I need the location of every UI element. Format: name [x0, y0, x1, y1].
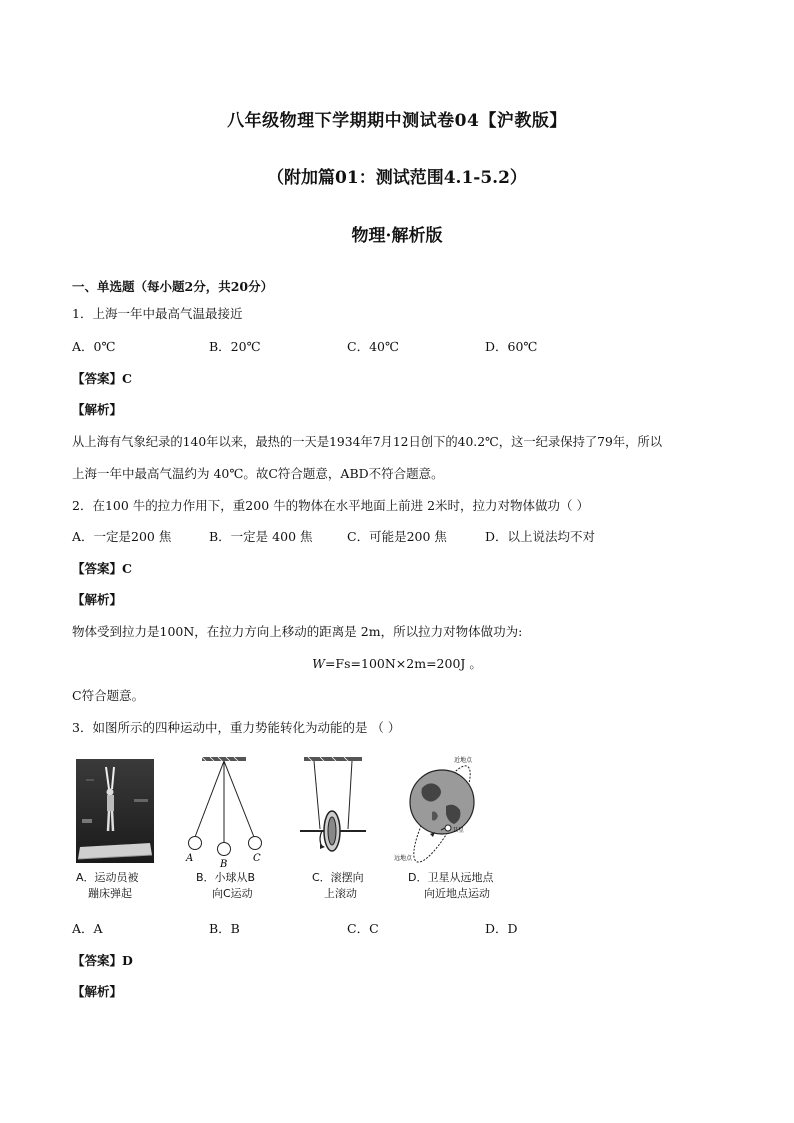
- question-1-analysis-label: 【解析】: [72, 402, 123, 417]
- question-1-analysis-line: 上海一年中最高气温约为 40℃。故C符合题意，ABD不符合题意。: [72, 466, 444, 481]
- formula-expression: =Fs=100N×2m=200J 。: [324, 656, 482, 671]
- formula-variable: W: [312, 656, 325, 671]
- page-version: 物理·解析版: [351, 226, 443, 246]
- question-2-analysis-line: 物体受到拉力是100N，在拉力方向上移动的距离是 2m，所以拉力对物体做功为:: [72, 624, 523, 639]
- figure-a-caption: [76, 870, 139, 902]
- question-3-stem: 3．如图所示的四种运动中，重力势能转化为动能的是 （ ）: [72, 720, 401, 735]
- trampoline-figure: [76, 759, 154, 863]
- satellite-label: 卫星: [452, 827, 465, 834]
- page-subtitle: （附加篇01：测试范围4.1-5.2）: [267, 168, 527, 188]
- question-3-option-b: B．B: [209, 921, 240, 936]
- question-1-option-b: B．20℃: [209, 339, 261, 354]
- question-1-option-c: C．40℃: [347, 339, 399, 354]
- question-2-option-b: B．一定是 400 焦: [209, 529, 313, 544]
- figure-d-caption: [408, 870, 493, 902]
- question-3-analysis-label: 【解析】: [72, 984, 123, 999]
- point-b-label: B: [220, 859, 228, 867]
- question-2-option-d: D．以上说法均不对: [485, 529, 596, 544]
- figure-c-caption: [312, 870, 364, 902]
- caption-line: A．运动员被: [76, 871, 139, 884]
- pendulum-figure: [180, 755, 270, 867]
- question-2-option-a: A．一定是200 焦: [72, 529, 172, 544]
- maxwell-wheel-figure: [298, 755, 368, 863]
- caption-line: 蹦床弹起: [88, 887, 132, 900]
- page-title: 八年级物理下学期期中测试卷04【沪教版】: [227, 111, 567, 131]
- question-1-option-a: A．0℃: [72, 339, 116, 354]
- question-1-analysis-line: 从上海有气象纪录的140年以来，最热的一天是1934年7月12日创下的40.2℃，这一纪录保持了79年，所以: [72, 435, 663, 449]
- caption-line: B．小球从B: [196, 871, 256, 884]
- caption-line: D．卫星从远地点: [408, 871, 494, 884]
- perigee-label: 近地点: [454, 757, 473, 764]
- question-2-answer: 【答案】C: [72, 561, 132, 576]
- question-2-formula: [0, 654, 794, 672]
- caption-line: C．滚摆向: [312, 871, 364, 884]
- section-heading: 一、单选题（每小题2分，共20分）: [72, 279, 274, 294]
- caption-line: 上滚动: [324, 887, 357, 900]
- question-3-option-d: D．D: [485, 921, 518, 936]
- caption-line: 向C运动: [212, 887, 253, 900]
- apogee-label: 远地点: [394, 855, 413, 862]
- point-c-label: C: [253, 853, 261, 864]
- question-1-stem: 1．上海一年中最高气温最接近: [72, 306, 243, 321]
- question-3-option-a: A．A: [72, 921, 103, 936]
- question-3-option-c: C．C: [347, 921, 379, 936]
- satellite-orbit-figure: [392, 752, 492, 864]
- question-2-stem: 2．在100 牛的拉力作用下，重200 牛的物体在水平地面上前进 2米时，拉力对物体做功（ ）: [72, 498, 590, 513]
- question-2-conclusion: C符合题意。: [72, 688, 145, 703]
- question-2-option-c: C．可能是200 焦: [347, 529, 447, 544]
- question-1-answer: 【答案】C: [72, 371, 132, 386]
- question-1-option-d: D．60℃: [485, 339, 538, 354]
- point-a-label: A: [186, 853, 194, 864]
- question-3-answer: 【答案】D: [72, 953, 133, 968]
- question-2-analysis-label: 【解析】: [72, 592, 123, 607]
- caption-line: 向近地点运动: [424, 887, 490, 900]
- figure-b-caption: [196, 870, 255, 902]
